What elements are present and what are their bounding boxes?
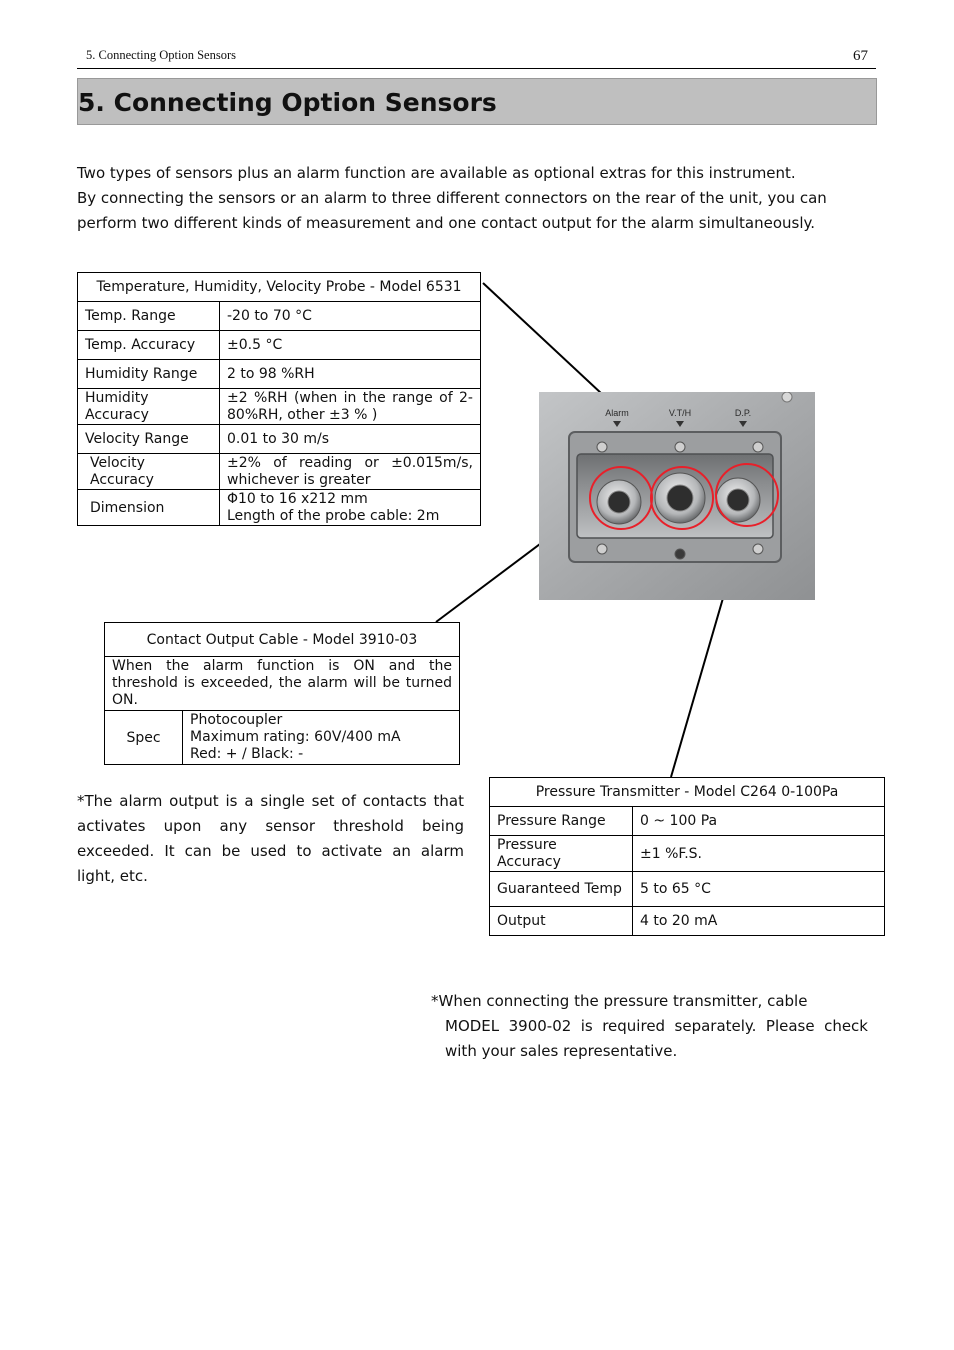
table-value: 2 to 98 %RH [220,360,481,389]
pressure-spec-table [489,777,885,936]
table-value [220,490,481,526]
table-label: Temp. Accuracy [78,331,220,360]
table-value: 5 to 65 °C [633,872,885,907]
spec-label: Spec [105,711,183,765]
page-number: 67 [853,48,868,64]
panel-screw [782,392,792,402]
table-value: ±2% of reading or ±0.015m/s, whichever is greater [220,454,481,490]
alarm-note: *The alarm output is a single set of contacts that activates upon any sensor threshold being exceeded. It can be used to activate an alarm light, etc. [77,792,464,885]
page-title: 5. Connecting Option Sensors [78,88,497,117]
table-label: Humidity Range [78,360,220,389]
table-label: Humidity Accuracy [78,389,220,425]
table-label: Dimension [78,490,220,526]
spec-line: Maximum rating: 60V/400 mA [190,729,401,745]
intro-line: By connecting the sensors or an alarm to three different connectors on the rear of the unit, you can [77,189,827,207]
table-value: 4 to 20 mA [633,907,885,936]
probe-table-caption: Temperature, Humidity, Velocity Probe - Model 6531 [78,273,481,302]
alarm-connector-socket [608,491,630,513]
dimension-line: Φ10 to 16 x212 mm [227,490,368,507]
table-label: Temp. Range [78,302,220,331]
frame-screw [597,442,607,452]
connector-panel-photo [539,392,815,600]
running-header-section: 5. Connecting Option Sensors [86,48,236,62]
table-value: ±1 %F.S. [633,836,885,872]
frame-screw [675,442,685,452]
connector-label-vth: V.T/H [668,408,692,418]
contact-table-caption: Contact Output Cable - Model 3910-03 [105,623,460,657]
intro-line: perform two different kinds of measurement and one contact output for the alarm simultaneously. [77,214,816,232]
table-value: 0 ~ 100 Pa [633,807,885,836]
frame-screw [753,442,763,452]
table-label: Guaranteed Temp [490,872,633,907]
vth-connector-socket [667,485,693,511]
table-label: Output [490,907,633,936]
spec-value [183,711,460,765]
table-label: Pressure Range [490,807,633,836]
dimension-line: Length of the probe cable: 2m [227,507,440,524]
frame-screw [753,544,763,554]
table-value: 0.01 to 30 m/s [220,425,481,454]
dp-connector-socket [727,489,749,511]
connector-label-dp: D.P. [734,408,752,418]
table-label: Velocity Accuracy [78,454,220,490]
table-value: ±2 %RH (when in the range of 2-80%RH, other ±3 % ) [220,389,481,425]
pressure-note [431,989,868,1064]
intro-line: Two types of sensors plus an alarm function are available as optional extras for this instrument. [77,164,796,182]
contact-description: When the alarm function is ON and the threshold is exceeded, the alarm will be turned ON. [105,657,460,711]
spec-line: Red: + / Black: - [190,746,304,762]
table-value: ±0.5 °C [220,331,481,360]
table-label: Velocity Range [78,425,220,454]
table-value: -20 to 70 °C [220,302,481,331]
frame-screw [597,544,607,554]
pressure-note-rest: MODEL 3900-02 is required separately. Please check with your sales representative. [445,1017,868,1060]
table-label: Pressure Accuracy [490,836,633,872]
pressure-table-caption: Pressure Transmitter - Model C264 0-100Pa [490,778,885,807]
connector-label-alarm: Alarm [605,408,629,418]
pressure-note-first: *When connecting the pressure transmitter, cable [431,992,808,1010]
probe-spec-table [77,272,481,526]
frame-screw [675,549,685,559]
spec-line: Photocoupler [190,712,283,728]
contact-cable-table [104,622,460,765]
